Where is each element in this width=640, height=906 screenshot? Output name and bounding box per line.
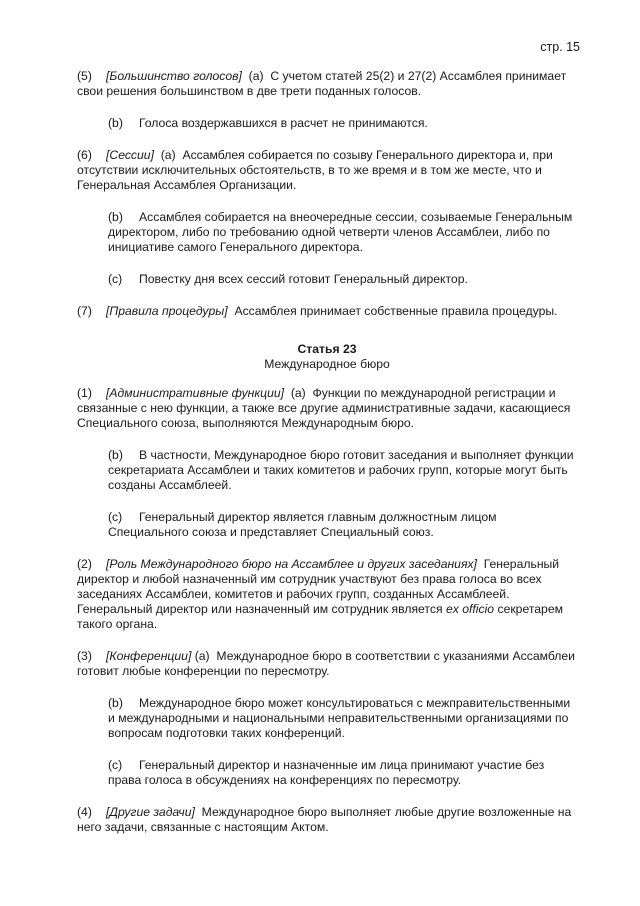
paragraph-6c: [77, 272, 577, 287]
paragraph-text: Генеральный директор и любой назначенный им сотрудник участвуют без права голоса во всех заседаниях Ассамблеи, комитетов и рабочих групп, созданных Ассамблеей. Генеральный директор или назначенный им сотрудник является: [77, 557, 560, 616]
paragraph-3b: [77, 696, 577, 741]
subparagraph-letter: (b): [108, 696, 123, 710]
article-heading: [77, 342, 577, 372]
paragraph-title: [Правила процедуры]: [106, 304, 228, 318]
paragraph-title: [Роль Международного бюро на Ассамблее и других заседаниях]: [106, 557, 477, 571]
paragraph-text: Международное бюро в соответствии с указаниями Ассамблеи готовит любые конференции по пересмотру.: [77, 649, 575, 678]
latin-phrase: ex officio: [445, 602, 495, 616]
paragraph-text: Голоса воздержавшихся в расчет не принимаются.: [139, 116, 428, 130]
paragraph-number: (7): [77, 304, 92, 318]
paragraph-6b: [77, 210, 577, 255]
subparagraph-letter: (c): [108, 758, 123, 772]
paragraph-number: (4): [77, 805, 92, 819]
paragraph-text: Ассамблея принимает собственные правила процедуры.: [234, 304, 558, 318]
subparagraph-letter: (a): [290, 386, 306, 400]
paragraph-title: [Административные функции]: [106, 386, 285, 400]
paragraph-1: [77, 386, 577, 431]
paragraph-number: (1): [77, 386, 92, 400]
subparagraph-letter: (b): [108, 210, 123, 224]
paragraph-title: [Конференции]: [106, 649, 192, 663]
subparagraph-letter: (c): [108, 510, 123, 524]
paragraph-text: Международное бюро может консультироваться с межправительственными и международными и национальными неправительственными организациями по вопросам подготовки таких конференций.: [108, 696, 571, 740]
paragraph-5: [77, 69, 577, 99]
paragraph-text: Генеральный директор является главным должностным лицом Специального союза и представляет Специальный союз.: [108, 510, 497, 539]
paragraph-title: [Другие задачи]: [106, 805, 195, 819]
paragraph-3c: [77, 758, 577, 788]
subparagraph-letter: (b): [108, 448, 123, 462]
article-title: Статья 23: [297, 342, 357, 356]
paragraph-1c: [77, 510, 577, 540]
paragraph-number: (5): [77, 69, 92, 83]
paragraph-number: (3): [77, 649, 92, 663]
paragraph-text: Повестку дня всех сессий готовит Генеральный директор.: [139, 272, 468, 286]
paragraph-4: [77, 805, 577, 835]
subparagraph-letter: (a): [248, 69, 264, 83]
paragraph-title: [Большинство голосов]: [106, 69, 242, 83]
paragraph-text: Ассамблея собирается на внеочередные сессии, созываемые Генеральным директором, либо по требованию одной четверти членов Ассамблеи, либо по инициативе самого Генерального директора.: [108, 210, 573, 254]
paragraph-6: [77, 148, 577, 193]
subparagraph-letter: (c): [108, 272, 123, 286]
subparagraph-letter: (a): [194, 649, 210, 663]
paragraph-number: (6): [77, 148, 92, 162]
article-subtitle: Международное бюро: [264, 357, 390, 371]
subparagraph-letter: (a): [160, 148, 176, 162]
paragraph-7: [77, 304, 577, 319]
subparagraph-letter: (b): [108, 116, 123, 130]
paragraph-text-end: секретарем такого органа.: [77, 602, 563, 631]
paragraph-title: [Сессии]: [106, 148, 154, 162]
paragraph-5b: [77, 116, 577, 131]
paragraph-text: Международное бюро выполняет любые другие возложенные на него задачи, связанные с настоящим Актом.: [77, 805, 572, 834]
paragraph-text: Функции по международной регистрации и связанные с нею функции, а также все другие административные задачи, касающиеся Специального союза, выполняются Международным бюро.: [77, 386, 571, 430]
paragraph-1b: [77, 448, 577, 493]
page-number: стр. 15: [540, 40, 580, 54]
paragraph-3: [77, 649, 577, 679]
paragraph-text: В частности, Международное бюро готовит заседания и выполняет функции секретариата Ассамблеи и таких комитетов и рабочих групп, которые могут быть созданы Ассамблеей.: [108, 448, 574, 492]
paragraph-text: Генеральный директор и назначенные им лица принимают участие без права голоса в обсуждениях на конференциях по пересмотру.: [108, 758, 545, 787]
paragraph-text: Ассамблея собирается по созыву Генерального директора и, при отсутствии исключительных обстоятельств, в то же время и в том же месте, что и Генеральная Ассамблея Организации.: [77, 148, 553, 192]
paragraph-2: [77, 557, 577, 632]
paragraph-text: С учетом статей 25(2) и 27(2) Ассамблея принимает свои решения большинством в две трети поданных голосов.: [77, 69, 567, 98]
paragraph-number: (2): [77, 557, 92, 571]
document-body: [77, 69, 577, 852]
